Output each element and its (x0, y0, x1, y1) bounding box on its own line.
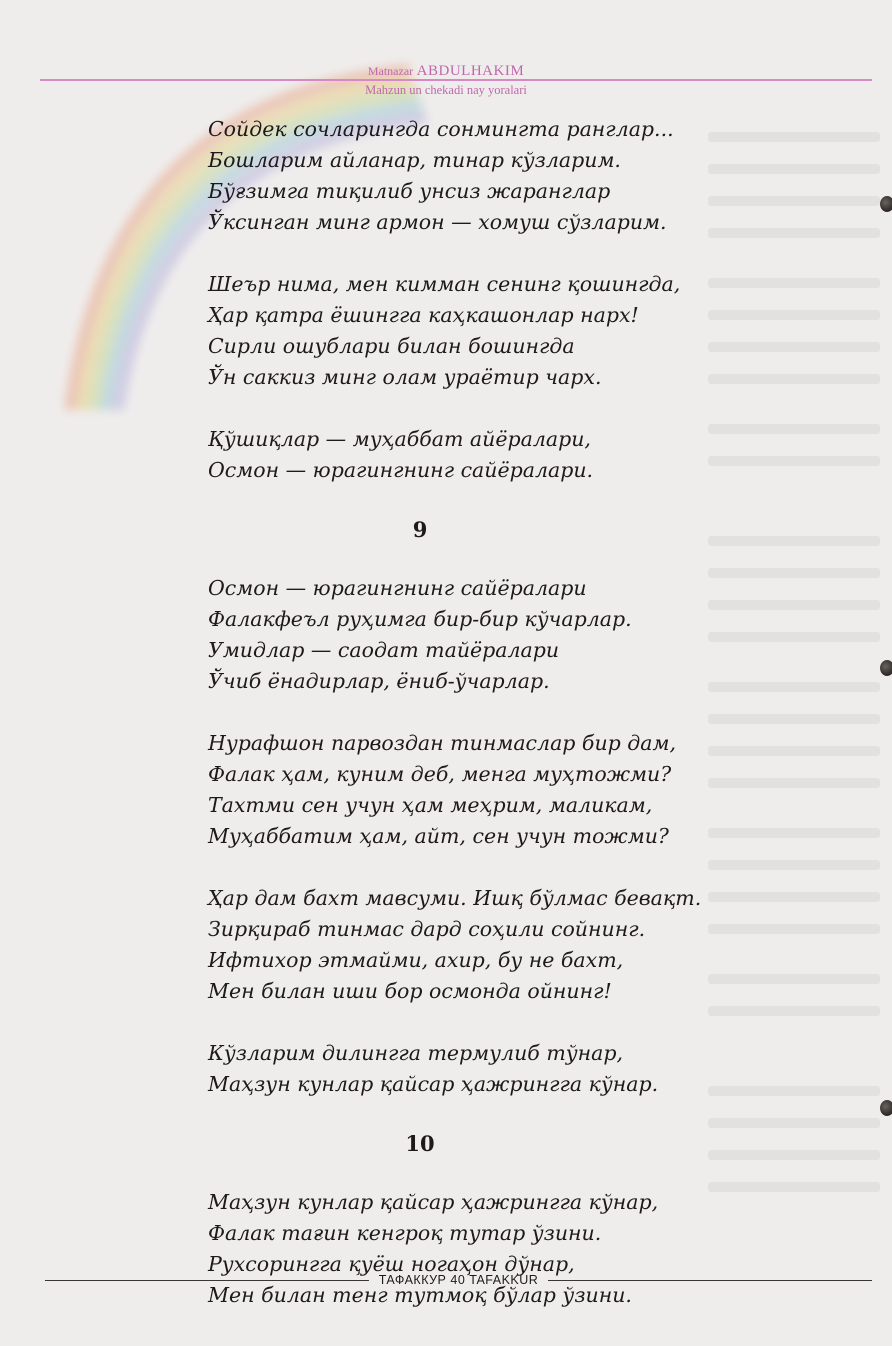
poem-line: Сирли ошублари билан бошингда (208, 334, 575, 358)
poem-number: 10 (405, 1131, 435, 1156)
header-subtitle: Mahzun un chekadi nay yoralari (365, 83, 527, 97)
poem-line: Ифтихор этмайми, ахир, бу не бахт, (208, 948, 624, 972)
poem-line: Маҳзун кунлар қайсар ҳажрингга кўнар. (208, 1072, 659, 1096)
binder-hole (880, 660, 892, 676)
poem-line: Мен билан иши бор осмонда ойнинг! (208, 979, 612, 1003)
poem-line: Фалак ҳам, куним деб, менга муҳтожми? (208, 762, 672, 786)
poem-line: Ҳар дам бахт мавсуми. Ишқ бўлмас бевақт. (208, 886, 702, 910)
stanza (208, 573, 748, 697)
poem-line: Кўзларим дилингга термулиб тўнар, (208, 1041, 624, 1065)
stanza (208, 269, 748, 393)
poem-line: Бошларим айланар, тинар кўзларим. (208, 148, 621, 172)
page-footer (45, 1270, 872, 1290)
poem-line: Фалакфеъл руҳимга бир-бир кўчарлар. (208, 607, 632, 631)
stanza (208, 728, 748, 852)
author-first-name: Matnazar (367, 64, 414, 78)
stanza (208, 1038, 748, 1100)
poem-line: Бўғзимга тиқилиб унсиз жаранглар (208, 179, 611, 203)
poem-line: Зирқираб тинмас дард соҳили сойнинг. (208, 917, 646, 941)
poem-line: Шеър нима, мен кимман сенинг қошингда, (208, 272, 681, 296)
footer-rule-left (45, 1280, 369, 1281)
binder-hole (880, 196, 892, 212)
footer-rule-right (548, 1280, 872, 1281)
poem-line: Қўшиқлар — муҳаббат айёралари, (208, 427, 591, 451)
poem-line: Нурафшон парвоздан тинмаслар бир дам, (208, 731, 677, 755)
poem-line: Осмон — юрагингнинг сайёралари (208, 576, 587, 600)
binder-hole (880, 1100, 892, 1116)
author-last-name: ABDULHAKIM (416, 63, 525, 79)
poem-line: Ўчиб ёнадирлар, ёниб-ўчарлар. (208, 669, 550, 693)
poem-line: Умидлар — саодат тайёралари (208, 638, 560, 662)
poem-line: Ҳар қатра ёшингга каҳкашонлар нарх! (208, 303, 639, 327)
poem-line: Ўн саккиз минг олам ураётир чарх. (208, 365, 602, 389)
stanza (208, 114, 748, 238)
poem-line: Маҳзун кунлар қайсар ҳажрингга кўнар, (208, 1190, 659, 1214)
poem-line: Сойдек сочларингда сонмингта ранглар... (208, 117, 674, 141)
poem-line: Фалак тағин кенгроқ тутар ўзини. (208, 1221, 602, 1245)
header-rule (40, 79, 872, 81)
poem-line: Мен билан тенг тутмоқ бўлар ўзини. (208, 1283, 632, 1307)
footer-text: ТАФАККУР 40 TAFAKKUR (378, 1273, 539, 1287)
poem-line: Осмон — юрагингнинг сайёралари. (208, 458, 594, 482)
poem-line: Рухсорингга қуёш ногаҳон дўнар, (208, 1252, 575, 1276)
stanza (208, 883, 748, 1007)
poem-line: Муҳаббатим ҳам, айт, сен учун тожми? (208, 824, 669, 848)
poem-body (208, 114, 748, 1311)
poem-line: Тахтми сен учун ҳам меҳрим, маликам, (208, 793, 653, 817)
header-author (0, 63, 892, 80)
poem-number: 9 (412, 517, 428, 542)
stanza (208, 424, 748, 486)
stanza (208, 1187, 748, 1311)
poem-line: Ўксинган минг армон — хомуш сўзларим. (208, 210, 667, 234)
